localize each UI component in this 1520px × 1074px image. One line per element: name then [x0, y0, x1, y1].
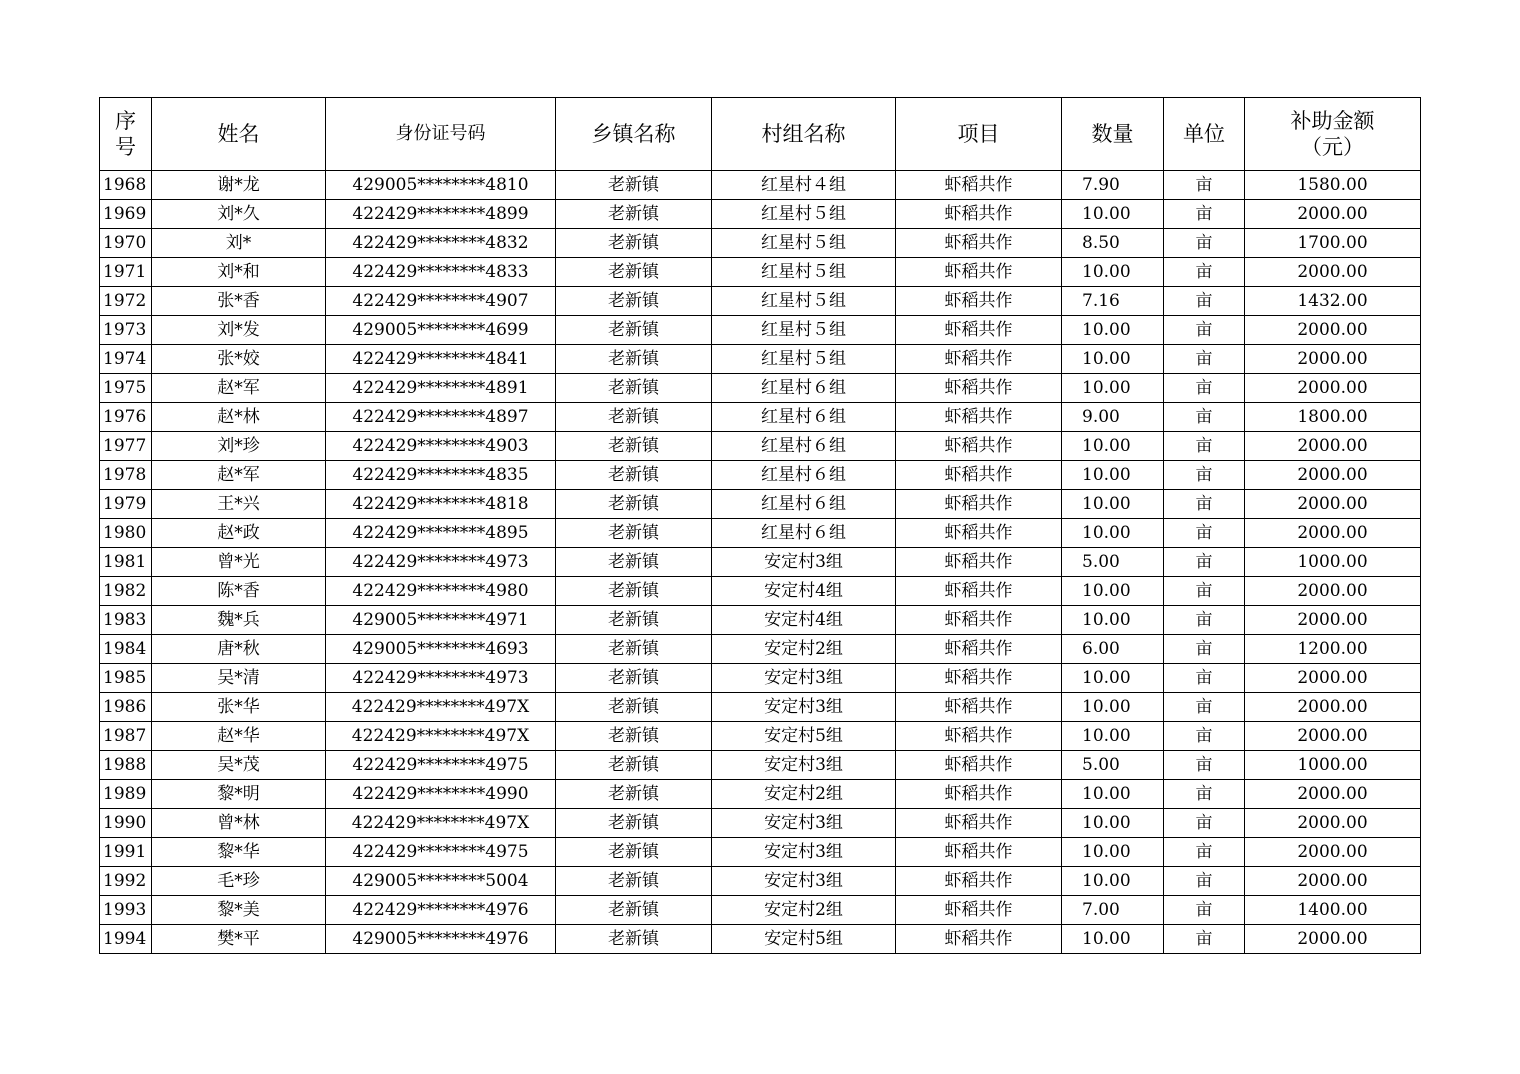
table-row	[100, 171, 1421, 200]
header-id-number: 身份证号码	[326, 98, 556, 171]
subsidy-table-sheet	[99, 97, 1420, 954]
cell-village: 红星村５组	[712, 316, 896, 345]
cell-seq: 1968	[100, 171, 152, 200]
table-row	[100, 229, 1421, 258]
cell-name: 刘*珍	[152, 432, 326, 461]
cell-village: 红星村６组	[712, 490, 896, 519]
cell-id-number: 422429********4980	[326, 577, 556, 606]
cell-id-number: 422429********4990	[326, 780, 556, 809]
cell-id-number: 422429********497X	[326, 693, 556, 722]
cell-unit: 亩	[1164, 171, 1245, 200]
cell-seq: 1989	[100, 780, 152, 809]
cell-amount: 1800.00	[1245, 403, 1421, 432]
cell-village: 安定村3组	[712, 664, 896, 693]
cell-id-number: 422429********4976	[326, 896, 556, 925]
header-town: 乡镇名称	[556, 98, 712, 171]
cell-id-number: 429005********4699	[326, 316, 556, 345]
cell-village: 安定村5组	[712, 925, 896, 954]
cell-name: 魏*兵	[152, 606, 326, 635]
cell-amount: 1200.00	[1245, 635, 1421, 664]
cell-project: 虾稻共作	[896, 693, 1062, 722]
cell-village: 安定村3组	[712, 548, 896, 577]
cell-unit: 亩	[1164, 519, 1245, 548]
cell-name: 黎*明	[152, 780, 326, 809]
cell-town: 老新镇	[556, 345, 712, 374]
header-seq-line-2: 号	[115, 135, 136, 159]
cell-project: 虾稻共作	[896, 403, 1062, 432]
cell-name: 赵*林	[152, 403, 326, 432]
cell-unit: 亩	[1164, 722, 1245, 751]
cell-town: 老新镇	[556, 432, 712, 461]
cell-name: 曾*光	[152, 548, 326, 577]
cell-amount: 2000.00	[1245, 809, 1421, 838]
cell-village: 红星村５组	[712, 345, 896, 374]
cell-amount: 1580.00	[1245, 171, 1421, 200]
cell-quantity: 10.00	[1062, 577, 1164, 606]
cell-quantity: 10.00	[1062, 490, 1164, 519]
cell-village: 红星村６组	[712, 374, 896, 403]
cell-town: 老新镇	[556, 925, 712, 954]
cell-project: 虾稻共作	[896, 316, 1062, 345]
cell-unit: 亩	[1164, 432, 1245, 461]
cell-amount: 1700.00	[1245, 229, 1421, 258]
table-row	[100, 635, 1421, 664]
cell-town: 老新镇	[556, 490, 712, 519]
cell-name: 黎*美	[152, 896, 326, 925]
cell-village: 红星村６组	[712, 461, 896, 490]
cell-name: 吴*茂	[152, 751, 326, 780]
cell-id-number: 422429********4897	[326, 403, 556, 432]
table-body	[100, 171, 1421, 954]
cell-town: 老新镇	[556, 577, 712, 606]
cell-amount: 2000.00	[1245, 925, 1421, 954]
cell-project: 虾稻共作	[896, 200, 1062, 229]
cell-project: 虾稻共作	[896, 809, 1062, 838]
cell-quantity: 10.00	[1062, 867, 1164, 896]
table-row	[100, 432, 1421, 461]
cell-name: 刘*发	[152, 316, 326, 345]
cell-town: 老新镇	[556, 200, 712, 229]
cell-unit: 亩	[1164, 606, 1245, 635]
cell-unit: 亩	[1164, 258, 1245, 287]
cell-id-number: 422429********497X	[326, 809, 556, 838]
cell-name: 刘*	[152, 229, 326, 258]
header-seq	[100, 98, 152, 171]
cell-seq: 1970	[100, 229, 152, 258]
cell-project: 虾稻共作	[896, 171, 1062, 200]
table-row	[100, 606, 1421, 635]
cell-quantity: 10.00	[1062, 345, 1164, 374]
cell-id-number: 429005********4693	[326, 635, 556, 664]
cell-name: 张*华	[152, 693, 326, 722]
cell-quantity: 10.00	[1062, 693, 1164, 722]
cell-project: 虾稻共作	[896, 461, 1062, 490]
cell-village: 安定村3组	[712, 809, 896, 838]
cell-quantity: 7.00	[1062, 896, 1164, 925]
cell-quantity: 5.00	[1062, 548, 1164, 577]
cell-name: 曾*林	[152, 809, 326, 838]
cell-unit: 亩	[1164, 461, 1245, 490]
cell-unit: 亩	[1164, 374, 1245, 403]
cell-seq: 1980	[100, 519, 152, 548]
cell-seq: 1971	[100, 258, 152, 287]
cell-id-number: 429005********4971	[326, 606, 556, 635]
cell-town: 老新镇	[556, 374, 712, 403]
cell-unit: 亩	[1164, 896, 1245, 925]
cell-amount: 2000.00	[1245, 664, 1421, 693]
cell-unit: 亩	[1164, 867, 1245, 896]
table-row	[100, 722, 1421, 751]
cell-name: 陈*香	[152, 577, 326, 606]
cell-quantity: 10.00	[1062, 316, 1164, 345]
cell-quantity: 10.00	[1062, 200, 1164, 229]
cell-quantity: 6.00	[1062, 635, 1164, 664]
cell-project: 虾稻共作	[896, 519, 1062, 548]
cell-id-number: 422429********4973	[326, 548, 556, 577]
cell-amount: 1400.00	[1245, 896, 1421, 925]
cell-unit: 亩	[1164, 577, 1245, 606]
cell-name: 赵*军	[152, 461, 326, 490]
cell-seq: 1979	[100, 490, 152, 519]
table-row	[100, 287, 1421, 316]
cell-village: 红星村６组	[712, 519, 896, 548]
cell-village: 红星村６组	[712, 432, 896, 461]
cell-name: 赵*军	[152, 374, 326, 403]
cell-amount: 2000.00	[1245, 374, 1421, 403]
cell-seq: 1977	[100, 432, 152, 461]
cell-id-number: 429005********5004	[326, 867, 556, 896]
header-row	[100, 98, 1421, 171]
cell-seq: 1978	[100, 461, 152, 490]
cell-quantity: 10.00	[1062, 838, 1164, 867]
cell-seq: 1992	[100, 867, 152, 896]
cell-quantity: 10.00	[1062, 664, 1164, 693]
cell-project: 虾稻共作	[896, 780, 1062, 809]
cell-town: 老新镇	[556, 809, 712, 838]
cell-town: 老新镇	[556, 635, 712, 664]
cell-unit: 亩	[1164, 925, 1245, 954]
cell-name: 刘*和	[152, 258, 326, 287]
header-village: 村组名称	[712, 98, 896, 171]
header-amount-line-1: 补助金额	[1290, 109, 1375, 133]
cell-town: 老新镇	[556, 548, 712, 577]
cell-quantity: 7.90	[1062, 171, 1164, 200]
cell-village: 安定村4组	[712, 577, 896, 606]
cell-amount: 2000.00	[1245, 867, 1421, 896]
cell-project: 虾稻共作	[896, 664, 1062, 693]
cell-project: 虾稻共作	[896, 258, 1062, 287]
table-row	[100, 374, 1421, 403]
cell-seq: 1986	[100, 693, 152, 722]
cell-seq: 1972	[100, 287, 152, 316]
cell-project: 虾稻共作	[896, 867, 1062, 896]
cell-quantity: 10.00	[1062, 809, 1164, 838]
cell-id-number: 422429********4975	[326, 751, 556, 780]
cell-quantity: 10.00	[1062, 258, 1164, 287]
cell-project: 虾稻共作	[896, 635, 1062, 664]
cell-id-number: 429005********4976	[326, 925, 556, 954]
cell-name: 刘*久	[152, 200, 326, 229]
cell-name: 张*姣	[152, 345, 326, 374]
cell-amount: 1432.00	[1245, 287, 1421, 316]
cell-village: 安定村2组	[712, 896, 896, 925]
cell-unit: 亩	[1164, 809, 1245, 838]
cell-quantity: 5.00	[1062, 751, 1164, 780]
cell-town: 老新镇	[556, 229, 712, 258]
cell-seq: 1987	[100, 722, 152, 751]
cell-amount: 2000.00	[1245, 722, 1421, 751]
cell-project: 虾稻共作	[896, 229, 1062, 258]
cell-unit: 亩	[1164, 548, 1245, 577]
cell-id-number: 422429********4833	[326, 258, 556, 287]
table-row	[100, 577, 1421, 606]
cell-seq: 1975	[100, 374, 152, 403]
cell-unit: 亩	[1164, 780, 1245, 809]
cell-project: 虾稻共作	[896, 548, 1062, 577]
cell-project: 虾稻共作	[896, 345, 1062, 374]
table-row	[100, 780, 1421, 809]
cell-town: 老新镇	[556, 287, 712, 316]
cell-unit: 亩	[1164, 403, 1245, 432]
cell-unit: 亩	[1164, 664, 1245, 693]
cell-id-number: 422429********4903	[326, 432, 556, 461]
cell-village: 红星村５组	[712, 229, 896, 258]
cell-project: 虾稻共作	[896, 722, 1062, 751]
table-row	[100, 809, 1421, 838]
cell-id-number: 422429********4907	[326, 287, 556, 316]
cell-unit: 亩	[1164, 345, 1245, 374]
table-row	[100, 403, 1421, 432]
cell-unit: 亩	[1164, 635, 1245, 664]
table-row	[100, 548, 1421, 577]
cell-town: 老新镇	[556, 461, 712, 490]
cell-amount: 2000.00	[1245, 345, 1421, 374]
cell-town: 老新镇	[556, 519, 712, 548]
cell-id-number: 422429********4841	[326, 345, 556, 374]
header-amount	[1245, 98, 1421, 171]
cell-seq: 1983	[100, 606, 152, 635]
cell-quantity: 10.00	[1062, 780, 1164, 809]
cell-name: 王*兴	[152, 490, 326, 519]
cell-name: 赵*华	[152, 722, 326, 751]
cell-quantity: 10.00	[1062, 519, 1164, 548]
cell-village: 红星村５组	[712, 258, 896, 287]
table-row	[100, 461, 1421, 490]
cell-village: 安定村3组	[712, 867, 896, 896]
cell-quantity: 7.16	[1062, 287, 1164, 316]
subsidy-table	[99, 97, 1421, 954]
cell-village: 安定村3组	[712, 693, 896, 722]
cell-project: 虾稻共作	[896, 374, 1062, 403]
cell-project: 虾稻共作	[896, 606, 1062, 635]
cell-id-number: 422429********4891	[326, 374, 556, 403]
cell-amount: 2000.00	[1245, 519, 1421, 548]
cell-amount: 2000.00	[1245, 200, 1421, 229]
cell-town: 老新镇	[556, 780, 712, 809]
cell-name: 黎*华	[152, 838, 326, 867]
cell-unit: 亩	[1164, 751, 1245, 780]
cell-town: 老新镇	[556, 258, 712, 287]
cell-seq: 1982	[100, 577, 152, 606]
table-row	[100, 867, 1421, 896]
header-project: 项目	[896, 98, 1062, 171]
cell-amount: 2000.00	[1245, 490, 1421, 519]
cell-amount: 1000.00	[1245, 751, 1421, 780]
cell-quantity: 10.00	[1062, 722, 1164, 751]
cell-village: 红星村６组	[712, 403, 896, 432]
cell-village: 红星村５组	[712, 200, 896, 229]
cell-name: 吴*清	[152, 664, 326, 693]
cell-unit: 亩	[1164, 287, 1245, 316]
cell-town: 老新镇	[556, 316, 712, 345]
cell-project: 虾稻共作	[896, 577, 1062, 606]
cell-id-number: 422429********4835	[326, 461, 556, 490]
cell-name: 唐*秋	[152, 635, 326, 664]
cell-amount: 2000.00	[1245, 693, 1421, 722]
cell-id-number: 422429********4973	[326, 664, 556, 693]
table-row	[100, 316, 1421, 345]
header-quantity: 数量	[1062, 98, 1164, 171]
table-row	[100, 200, 1421, 229]
cell-seq: 1988	[100, 751, 152, 780]
cell-id-number: 422429********4975	[326, 838, 556, 867]
table-row	[100, 345, 1421, 374]
cell-village: 安定村2组	[712, 635, 896, 664]
cell-amount: 2000.00	[1245, 838, 1421, 867]
cell-id-number: 422429********4895	[326, 519, 556, 548]
cell-project: 虾稻共作	[896, 490, 1062, 519]
cell-name: 毛*珍	[152, 867, 326, 896]
cell-unit: 亩	[1164, 490, 1245, 519]
cell-village: 安定村4组	[712, 606, 896, 635]
header-seq-line-1: 序	[115, 109, 136, 133]
cell-town: 老新镇	[556, 171, 712, 200]
cell-town: 老新镇	[556, 867, 712, 896]
cell-seq: 1993	[100, 896, 152, 925]
cell-amount: 2000.00	[1245, 577, 1421, 606]
cell-quantity: 9.00	[1062, 403, 1164, 432]
cell-seq: 1990	[100, 809, 152, 838]
table-row	[100, 664, 1421, 693]
cell-seq: 1974	[100, 345, 152, 374]
table-row	[100, 838, 1421, 867]
cell-unit: 亩	[1164, 693, 1245, 722]
cell-id-number: 429005********4810	[326, 171, 556, 200]
cell-seq: 1985	[100, 664, 152, 693]
cell-town: 老新镇	[556, 403, 712, 432]
cell-town: 老新镇	[556, 606, 712, 635]
cell-quantity: 8.50	[1062, 229, 1164, 258]
cell-id-number: 422429********4832	[326, 229, 556, 258]
cell-quantity: 10.00	[1062, 432, 1164, 461]
cell-seq: 1973	[100, 316, 152, 345]
cell-amount: 2000.00	[1245, 432, 1421, 461]
cell-village: 安定村3组	[712, 751, 896, 780]
cell-quantity: 10.00	[1062, 925, 1164, 954]
table-row	[100, 925, 1421, 954]
cell-unit: 亩	[1164, 229, 1245, 258]
cell-seq: 1969	[100, 200, 152, 229]
cell-unit: 亩	[1164, 200, 1245, 229]
cell-amount: 2000.00	[1245, 780, 1421, 809]
cell-town: 老新镇	[556, 838, 712, 867]
cell-quantity: 10.00	[1062, 374, 1164, 403]
table-row	[100, 896, 1421, 925]
cell-town: 老新镇	[556, 751, 712, 780]
cell-quantity: 10.00	[1062, 606, 1164, 635]
cell-name: 樊*平	[152, 925, 326, 954]
cell-amount: 1000.00	[1245, 548, 1421, 577]
cell-seq: 1994	[100, 925, 152, 954]
cell-seq: 1976	[100, 403, 152, 432]
cell-village: 安定村3组	[712, 838, 896, 867]
cell-seq: 1984	[100, 635, 152, 664]
cell-id-number: 422429********497X	[326, 722, 556, 751]
cell-village: 红星村５组	[712, 287, 896, 316]
cell-village: 安定村5组	[712, 722, 896, 751]
table-row	[100, 693, 1421, 722]
cell-amount: 2000.00	[1245, 461, 1421, 490]
cell-town: 老新镇	[556, 693, 712, 722]
cell-name: 谢*龙	[152, 171, 326, 200]
cell-project: 虾稻共作	[896, 287, 1062, 316]
cell-seq: 1991	[100, 838, 152, 867]
table-row	[100, 258, 1421, 287]
cell-id-number: 422429********4899	[326, 200, 556, 229]
table-row	[100, 519, 1421, 548]
cell-unit: 亩	[1164, 316, 1245, 345]
cell-town: 老新镇	[556, 722, 712, 751]
cell-amount: 2000.00	[1245, 316, 1421, 345]
cell-quantity: 10.00	[1062, 461, 1164, 490]
header-amount-line-2: （元）	[1301, 135, 1364, 159]
cell-amount: 2000.00	[1245, 606, 1421, 635]
table-row	[100, 751, 1421, 780]
cell-name: 张*香	[152, 287, 326, 316]
header-unit: 单位	[1164, 98, 1245, 171]
cell-id-number: 422429********4818	[326, 490, 556, 519]
header-name: 姓名	[152, 98, 326, 171]
cell-project: 虾稻共作	[896, 896, 1062, 925]
cell-village: 红星村４组	[712, 171, 896, 200]
cell-village: 安定村2组	[712, 780, 896, 809]
cell-project: 虾稻共作	[896, 751, 1062, 780]
cell-project: 虾稻共作	[896, 925, 1062, 954]
cell-seq: 1981	[100, 548, 152, 577]
cell-project: 虾稻共作	[896, 432, 1062, 461]
cell-amount: 2000.00	[1245, 258, 1421, 287]
cell-unit: 亩	[1164, 838, 1245, 867]
table-row	[100, 490, 1421, 519]
cell-name: 赵*政	[152, 519, 326, 548]
cell-town: 老新镇	[556, 896, 712, 925]
cell-project: 虾稻共作	[896, 838, 1062, 867]
cell-town: 老新镇	[556, 664, 712, 693]
